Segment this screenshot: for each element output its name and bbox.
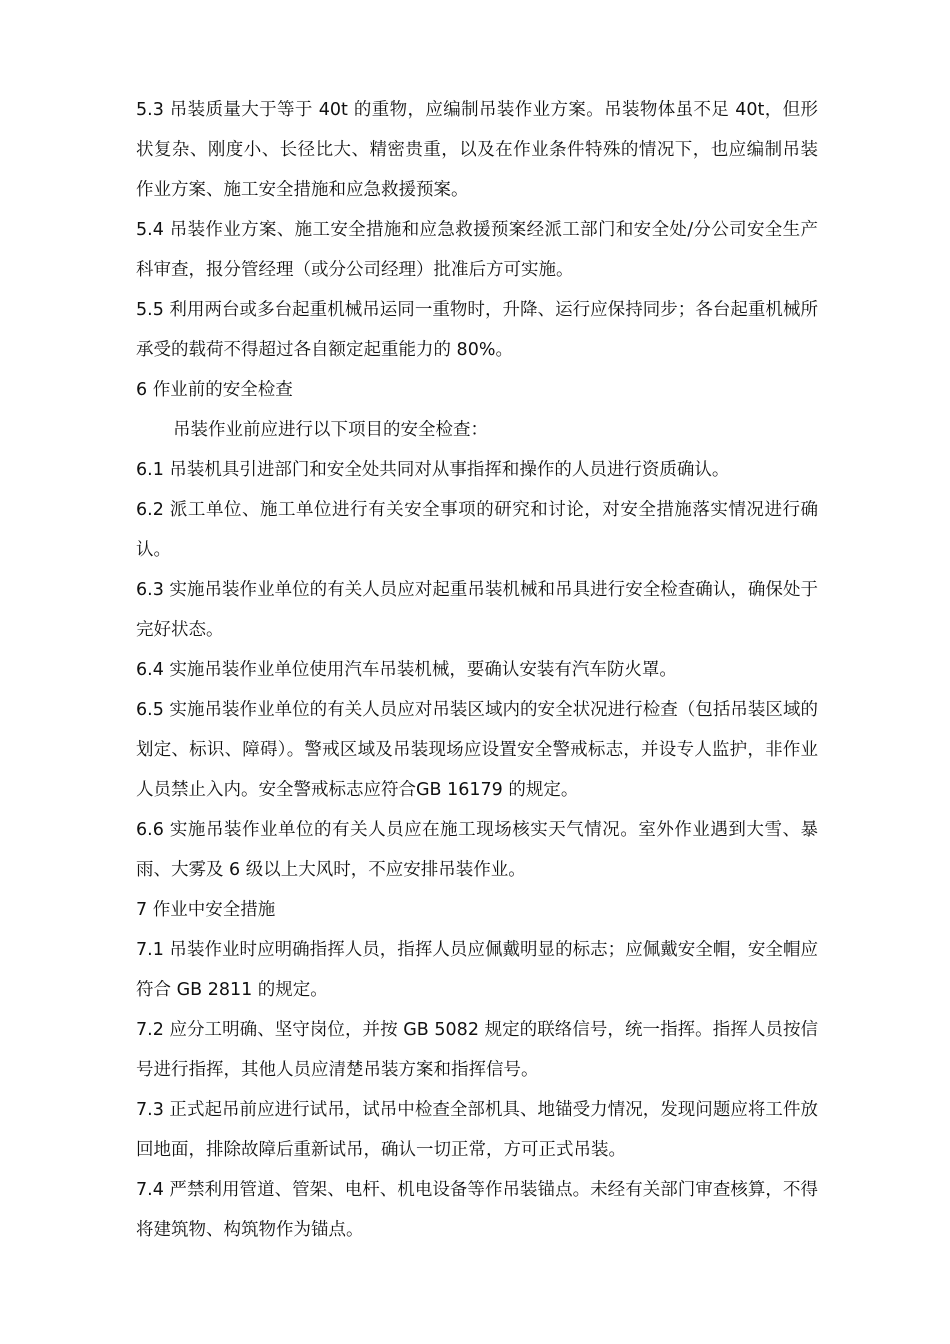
clause-7-1: 7.1 吊装作业时应明确指挥人员，指挥人员应佩戴明显的标志；应佩戴安全帽，安全帽应符合 GB 2811 的规定。 <box>136 940 818 1000</box>
clause-6-1: 6.1 吊装机具引进部门和安全处共同对从事指挥和操作的人员进行资质确认。 <box>136 460 730 480</box>
clause-6-4: 6.4 实施吊装作业单位使用汽车吊装机械，要确认安装有汽车防火罩。 <box>136 660 677 680</box>
clause-6-5: 6.5 实施吊装作业单位的有关人员应对吊装区域内的安全状况进行检查（包括吊装区域的划定、标识、障碍）。警戒区域及吊装现场应设置安全警戒标志，并设专人监护，非作业人员禁止入内。安全警戒标志应符合GB 16179 的规定。 <box>136 700 818 800</box>
clause-6-3: 6.3 实施吊装作业单位的有关人员应对起重吊装机械和吊具进行安全检查确认，确保处于完好状态。 <box>136 580 818 640</box>
clause-5-4: 5.4 吊装作业方案、施工安全措施和应急救援预案经派工部门和安全处/分公司安全生产科审查，报分管经理（或分公司经理）批准后方可实施。 <box>136 220 818 280</box>
clause-5-5: 5.5 利用两台或多台起重机械吊运同一重物时，升降、运行应保持同步；各台起重机械所承受的载荷不得超过各自额定起重能力的 80%。 <box>136 300 818 360</box>
section-6-heading: 6 作业前的安全检查 <box>136 380 293 400</box>
section-7-heading: 7 作业中安全措施 <box>136 900 276 920</box>
clause-7-4: 7.4 严禁利用管道、管架、电杆、机电设备等作吊装锚点。未经有关部门审查核算，不得将建筑物、构筑物作为锚点。 <box>136 1180 818 1240</box>
document-body <box>136 90 818 1250</box>
section-6-intro: 吊装作业前应进行以下项目的安全检查： <box>173 420 488 440</box>
clause-5-3: 5.3 吊装质量大于等于 40t 的重物，应编制吊装作业方案。吊装物体虽不足 40t，但形状复杂、刚度小、长径比大、精密贵重，以及在作业条件特殊的情况下，也应编制吊装作业方案、施工安全措施和应急救援预案。 <box>136 100 818 200</box>
clause-7-3: 7.3 正式起吊前应进行试吊，试吊中检查全部机具、地锚受力情况，发现问题应将工件放回地面，排除故障后重新试吊，确认一切正常，方可正式吊装。 <box>136 1100 818 1160</box>
clause-6-6: 6.6 实施吊装作业单位的有关人员应在施工现场核实天气情况。室外作业遇到大雪、暴雨、大雾及 6 级以上大风时，不应安排吊装作业。 <box>136 820 818 880</box>
clause-7-2: 7.2 应分工明确、坚守岗位，并按 GB 5082 规定的联络信号，统一指挥。指挥人员按信号进行指挥，其他人员应清楚吊装方案和指挥信号。 <box>136 1020 818 1080</box>
clause-6-2: 6.2 派工单位、施工单位进行有关安全事项的研究和讨论，对安全措施落实情况进行确认。 <box>136 500 818 560</box>
